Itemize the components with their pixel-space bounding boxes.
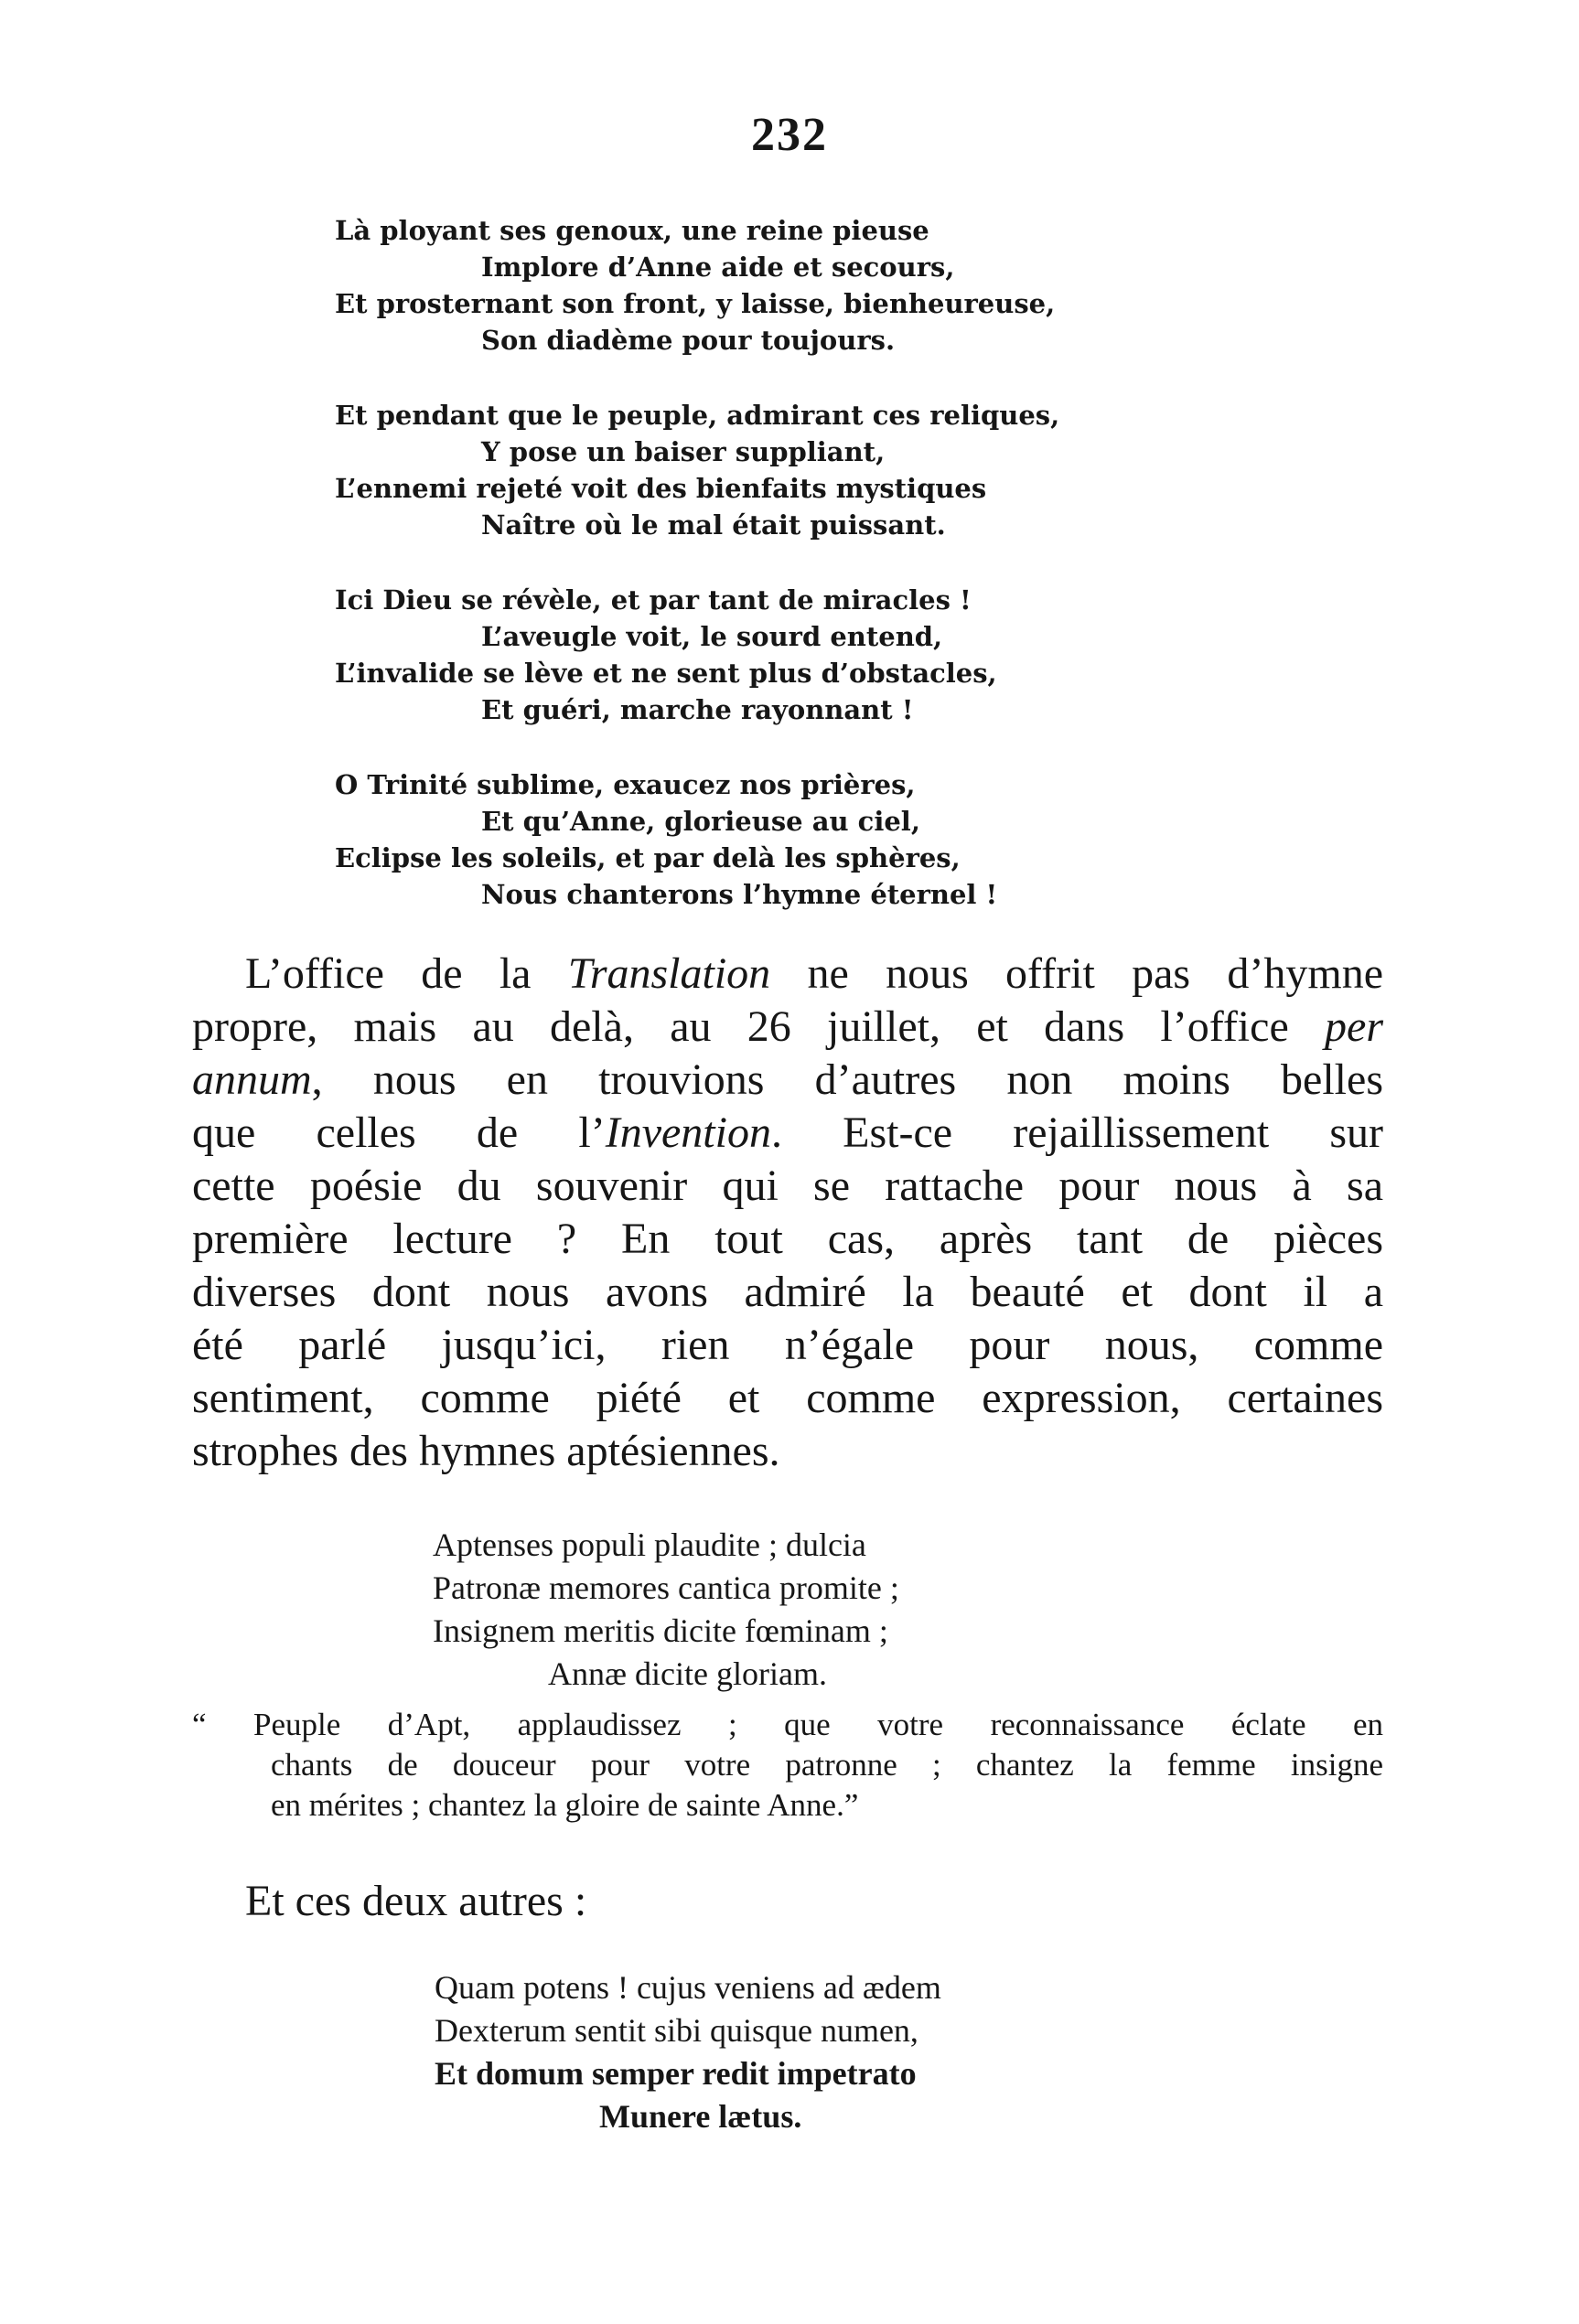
verse-line: Et prosternant son front, y laisse, bienheureuse, bbox=[335, 288, 1056, 319]
french-translation bbox=[192, 1705, 1383, 1826]
verse-line: Et pendant que le peuple, admirant ces reliques, bbox=[335, 400, 1060, 431]
prose-line: propre, mais au delà, au 26 juillet, et dans l’office per bbox=[192, 1002, 1383, 1051]
translation-line: chants de douceur pour votre patronne ; chantez la femme insigne bbox=[271, 1747, 1383, 1783]
latin-verse-2 bbox=[435, 1966, 941, 2138]
verse-line: Là ployant ses genoux, une reine pieuse bbox=[335, 215, 929, 246]
verse-line: Eclipse les soleils, et par delà les sphères, bbox=[335, 842, 961, 873]
verse-line: Y pose un baiser suppliant, bbox=[481, 436, 886, 467]
verse-line: Et qu’Anne, glorieuse au ciel, bbox=[481, 806, 920, 837]
latin-line: Et domum semper redit impetrato bbox=[435, 2055, 917, 2092]
latin-line: Dexterum sentit sibi quisque numen, bbox=[435, 2012, 918, 2049]
latin-line: Munere lætus. bbox=[599, 2098, 802, 2135]
prose-line: annum, nous en trouvions d’autres non moins belles bbox=[192, 1055, 1383, 1104]
verse-line: Ici Dieu se révèle, et par tant de miracles ! bbox=[335, 584, 972, 616]
intro-line: Et ces deux autres : bbox=[245, 1877, 587, 1925]
latin-line: Aptenses populi plaudite ; dulcia bbox=[433, 1526, 866, 1563]
latin-line: Annæ dicite gloriam. bbox=[548, 1655, 827, 1692]
latin-line: Quam potens ! cujus veniens ad ædem bbox=[435, 1969, 941, 2006]
prose-line: strophes des hymnes aptésiennes. bbox=[192, 1427, 780, 1475]
latin-line: Patronæ memores cantica promite ; bbox=[433, 1569, 899, 1606]
hymn-stanza-3 bbox=[335, 582, 1250, 728]
prose-line: première lecture ? En tout cas, après tant de pièces bbox=[192, 1215, 1383, 1263]
verse-line: Son diadème pour toujours. bbox=[481, 325, 896, 356]
french-hymn bbox=[335, 212, 1250, 951]
verse-line: Naître où le mal était puissant. bbox=[481, 509, 946, 541]
prose-line: diverses dont nous avons admiré la beauté et dont il a bbox=[192, 1268, 1383, 1316]
page-number: 232 bbox=[751, 109, 828, 161]
verse-line: L’invalide se lève et ne sent plus d’obstacles, bbox=[335, 658, 997, 689]
latin-line: Insignem meritis dicite fœminam ; bbox=[433, 1612, 888, 1649]
prose-line: été parlé jusqu’ici, rien n’égale pour nous, comme bbox=[192, 1321, 1383, 1369]
verse-line: Nous chanterons l’hymne éternel ! bbox=[481, 879, 998, 910]
verse-line: L’ennemi rejeté voit des bienfaits mystiques bbox=[335, 473, 987, 504]
translation-line: “ Peuple d’Apt, applaudissez ; que votre reconnaissance éclate en bbox=[192, 1707, 1383, 1742]
verse-line: Et guéri, marche rayonnant ! bbox=[481, 694, 914, 725]
prose-line: L’office de la Translation ne nous offrit pas d’hymne bbox=[245, 949, 1383, 998]
hymn-stanza-4 bbox=[335, 766, 1250, 913]
prose-line: cette poésie du souvenir qui se rattache pour nous à sa bbox=[192, 1162, 1383, 1210]
verse-line: O Trinité sublime, exaucez nos prières, bbox=[335, 769, 916, 800]
latin-verse-1 bbox=[433, 1524, 899, 1696]
prose-line: que celles de l’Invention. Est-ce rejaillissement sur bbox=[192, 1108, 1383, 1157]
verse-line: L’aveugle voit, le sourd entend, bbox=[481, 621, 943, 652]
translation-line: en mérites ; chantez la gloire de sainte Anne.” bbox=[271, 1787, 859, 1823]
prose-line: sentiment, comme piété et comme expression, certaines bbox=[192, 1374, 1383, 1422]
verse-line: Implore d’Anne aide et secours, bbox=[481, 252, 955, 283]
prose-paragraph bbox=[192, 948, 1383, 1478]
hymn-stanza-2 bbox=[335, 397, 1250, 543]
hymn-stanza-1 bbox=[335, 212, 1250, 359]
